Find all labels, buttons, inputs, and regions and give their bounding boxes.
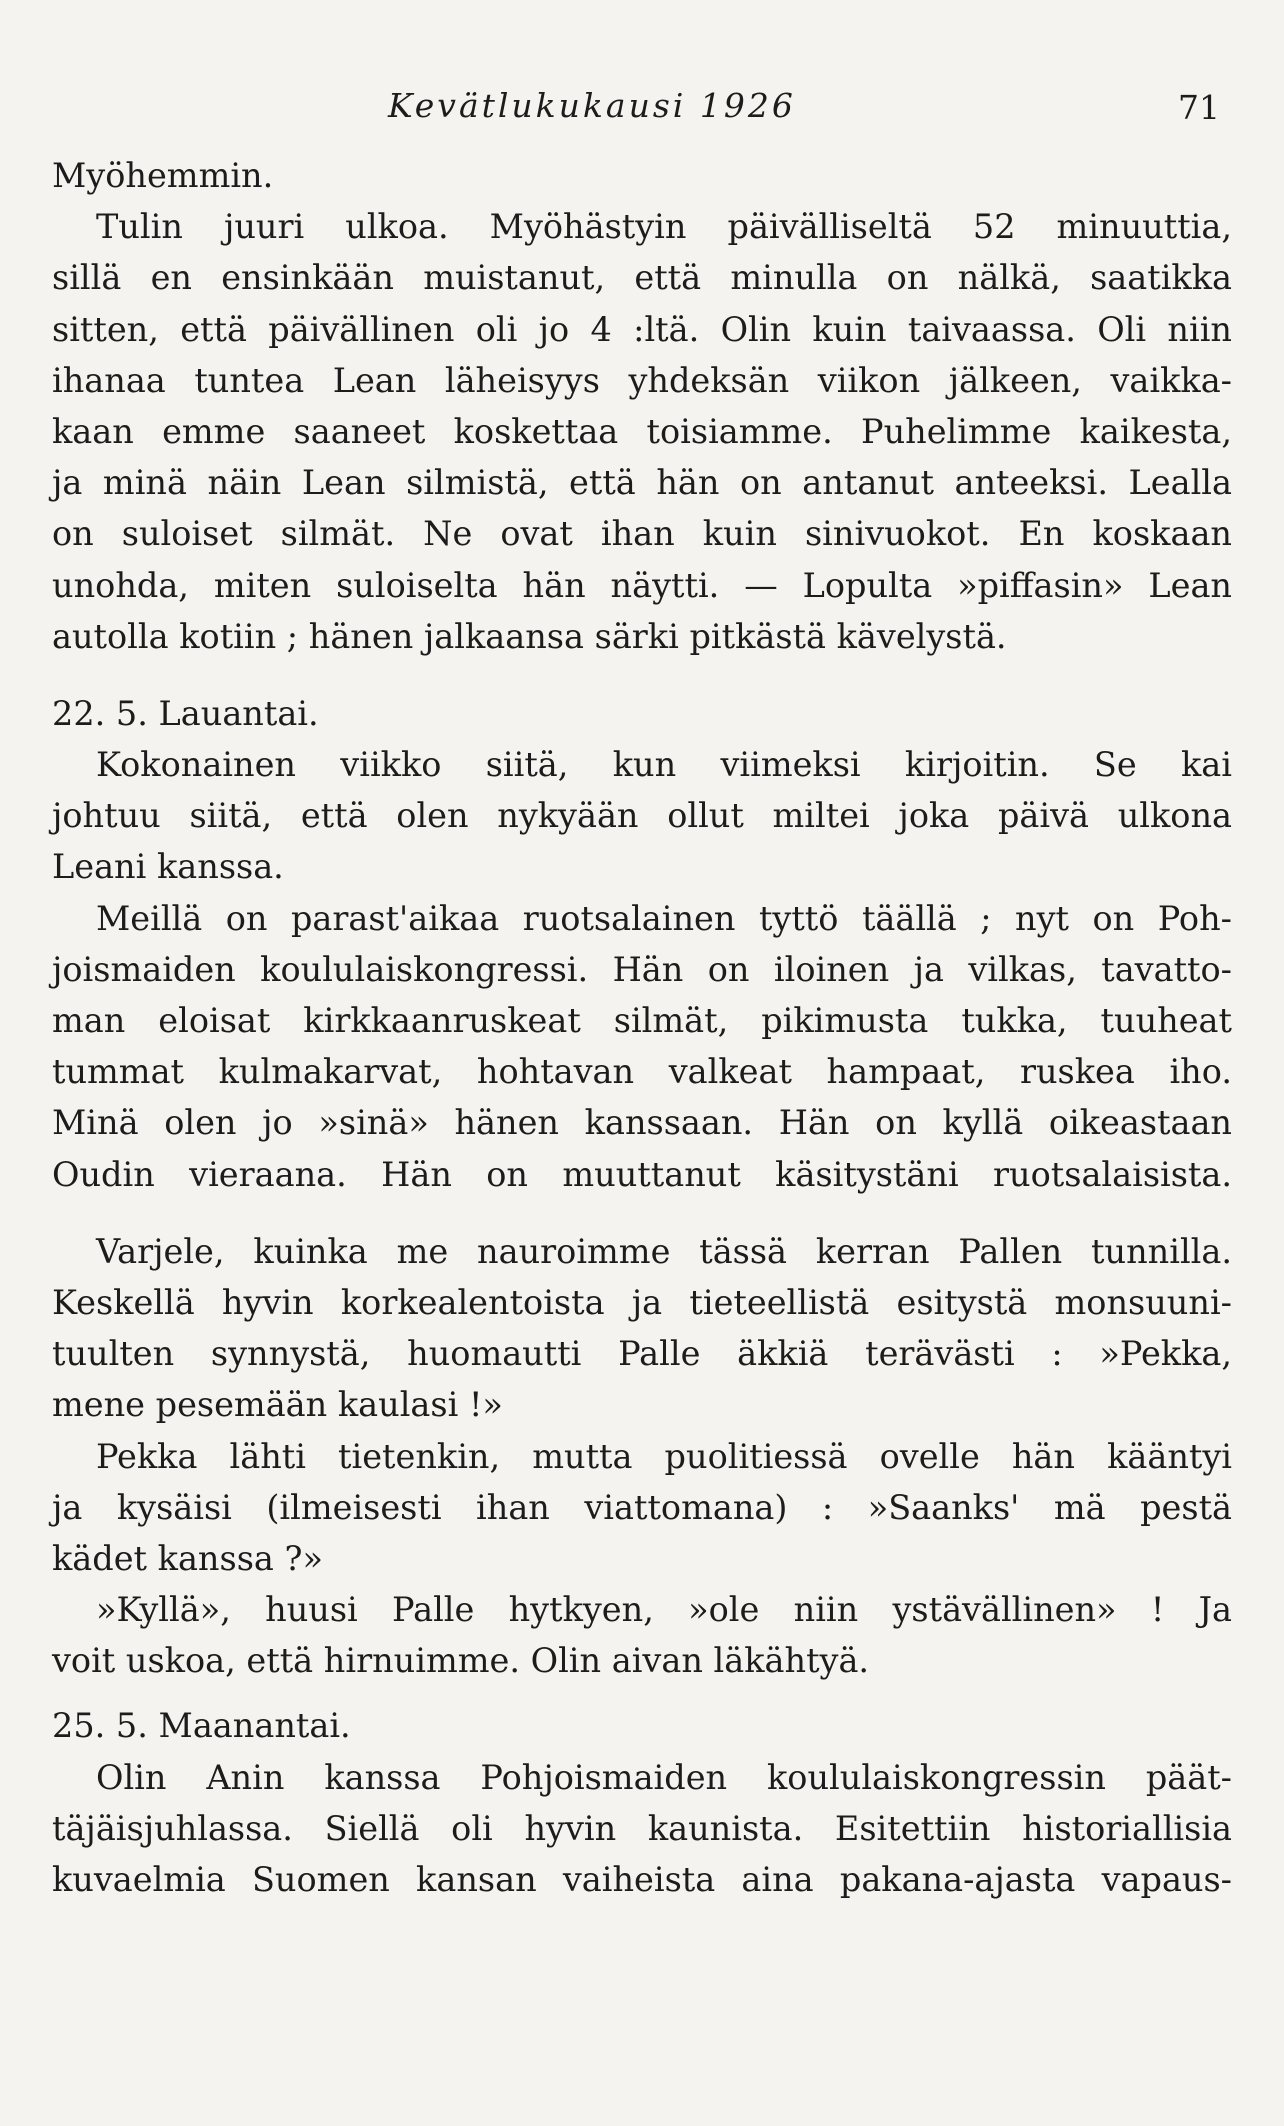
- text-line: Leani kanssa.: [52, 847, 284, 887]
- date-heading: 22. 5. Lauantai.: [52, 693, 319, 733]
- paragraph-gap: [52, 1200, 1232, 1226]
- text-line: Olin Anin kanssa Pohjoismaiden koululaiskongressin päät-: [96, 1757, 1232, 1797]
- text-line: Meillä on parast'aikaa ruotsalainen tyttö täällä ; nyt on Poh-: [96, 898, 1232, 938]
- text-line: Minä olen jo »sinä» hänen kanssaan. Hän on kyllä oikeastaan: [52, 1103, 1232, 1143]
- text-line: kädet kanssa ?»: [52, 1538, 323, 1578]
- text-line: voit uskoa, että hirnuimme. Olin aivan läkähtyä.: [52, 1641, 870, 1681]
- text-line: täjäisjuhlassa. Siellä oli hyvin kaunista. Esitettiin historiallisia: [52, 1808, 1232, 1848]
- text-line: ihanaa tuntea Lean läheisyys yhdeksän viikon jälkeen, vaikka-: [52, 360, 1232, 400]
- text-line: tuulten synnystä, huomautti Palle äkkiä terävästi : »Pekka,: [52, 1334, 1232, 1374]
- text-line: »Kyllä», huusi Palle hytkyen, »ole niin ystävällinen» ! Ja: [96, 1590, 1232, 1630]
- text-line: joismaiden koululaiskongressi. Hän on iloinen ja vilkas, tavatto-: [52, 949, 1232, 989]
- paragraph-gap: [52, 1686, 1232, 1700]
- date-heading: 25. 5. Maanantai.: [52, 1706, 351, 1746]
- page-body: [52, 150, 1232, 1905]
- text-line: Tulin juuri ulkoa. Myöhästyin päivälliseltä 52 minuuttia,: [96, 207, 1232, 247]
- text-line: Oudin vieraana. Hän on muuttanut käsitystäni ruotsalaisista.: [52, 1154, 1232, 1194]
- text-line: kaan emme saaneet koskettaa toisiamme. Puhelimme kaikesta,: [52, 411, 1232, 451]
- text-line: Varjele, kuinka me nauroimme tässä kerran Pallen tunnilla.: [96, 1231, 1232, 1271]
- text-line: Keskellä hyvin korkealentoista ja tieteellistä esitystä monsuuni-: [52, 1282, 1232, 1322]
- text-line: unohda, miten suloiselta hän näytti. — Lopulta »piffasin» Lean: [52, 565, 1232, 605]
- running-header: [0, 86, 1284, 136]
- text-line: on suloiset silmät. Ne ovat ihan kuin sinivuokot. En koskaan: [52, 514, 1232, 554]
- text-line: johtuu siitä, että olen nykyään ollut miltei joka päivä ulkona: [52, 796, 1232, 836]
- text-line: Kokonainen viikko siitä, kun viimeksi kirjoitin. Se kai: [96, 745, 1232, 785]
- text-line: Myöhemmin.: [52, 156, 274, 195]
- text-line: man eloisat kirkkaanruskeat silmät, pikimusta tukka, tuuheat: [52, 1001, 1232, 1040]
- text-line: autolla kotiin ; hänen jalkaansa särki pitkästä kävelystä.: [52, 616, 1007, 656]
- text-line: mene pesemään kaulasi !»: [52, 1385, 503, 1425]
- paragraph-gap: [52, 662, 1232, 688]
- text-line: Pekka lähti tietenkin, mutta puolitiessä ovelle hän kääntyi: [96, 1436, 1232, 1476]
- text-line: kuvaelmia Suomen kansan vaiheista aina pakana-ajasta vapaus-: [52, 1860, 1232, 1899]
- running-head-title: Kevätlukukausi 1926: [388, 86, 796, 125]
- text-line: tummat kulmakarvat, hohtavan valkeat hampaat, ruskea iho.: [52, 1052, 1232, 1092]
- text-line: sitten, että päivällinen oli jo 4 :ltä. Olin kuin taivaassa. Oli niin: [52, 309, 1232, 349]
- text-line: ja minä näin Lean silmistä, että hän on antanut anteeksi. Lealla: [52, 463, 1232, 503]
- page-number: 71: [1178, 88, 1220, 127]
- text-line: sillä en ensinkään muistanut, että minulla on nälkä, saatikka: [52, 258, 1232, 298]
- text-line: ja kysäisi (ilmeisesti ihan viattomana) : »Saanks' mä pestä: [52, 1487, 1232, 1527]
